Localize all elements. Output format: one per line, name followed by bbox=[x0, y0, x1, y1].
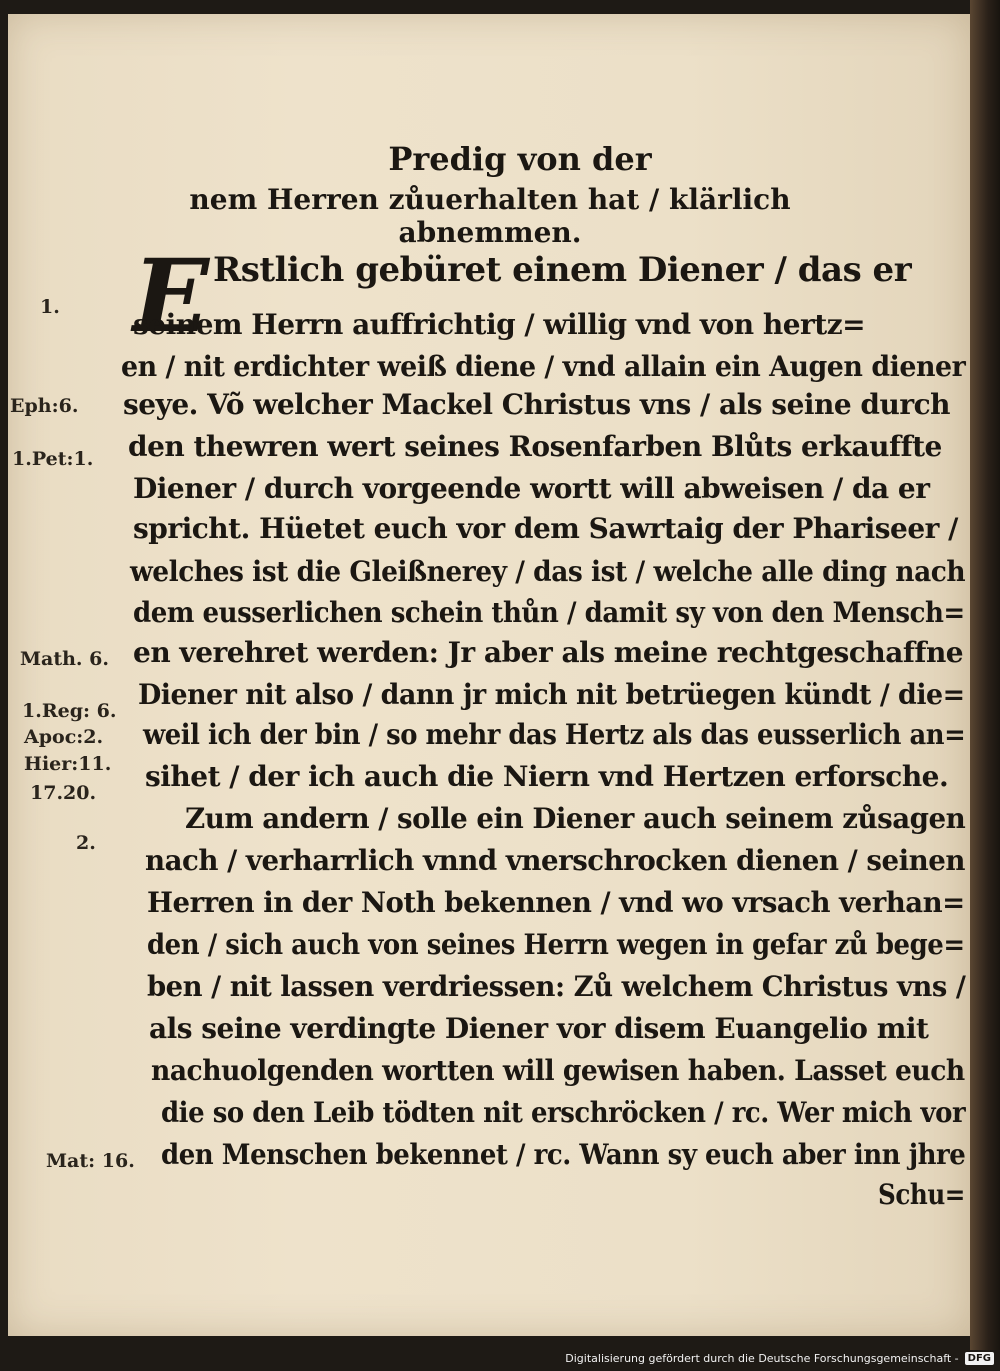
credit-text: Digitalisierung gefördert durch die Deutsche Forschungsgemeinschaft - bbox=[565, 1352, 959, 1365]
body-line: en / nit erdichter weiß diene / vnd allain ein Augen diener bbox=[121, 350, 966, 383]
heading-line-1: Predig von der bbox=[388, 140, 652, 178]
body-line: weil ich der bin / so mehr das Hertz als das eusserlich an= bbox=[143, 718, 966, 751]
body-line: ben / nit lassen verdriessen: Zů welchem Christus vns / bbox=[147, 970, 966, 1003]
margin-note: 17.20. bbox=[30, 782, 97, 804]
body-line: nachuolgenden wortten will gewisen haben. Lasset euch bbox=[151, 1054, 965, 1087]
body-line: welches ist die Gleißnerey / das ist / welche alle ding nach bbox=[130, 555, 966, 588]
body-line: Rstlich gebüret einem Diener / das er bbox=[213, 250, 912, 290]
body-line: Diener nit also / dann jr mich nit betrüegen kündt / die= bbox=[138, 678, 965, 711]
margin-note: Apoc:2. bbox=[24, 726, 104, 748]
body-line: seye. Võ welcher Mackel Christus vns / als seine durch bbox=[123, 388, 951, 421]
body-line: die so den Leib tödten nit erschröcken / rc. Wer mich vor bbox=[161, 1096, 966, 1129]
page-edge bbox=[970, 0, 1000, 1350]
body-line: sihet / der ich auch die Niern vnd Hertzen erforsche. bbox=[145, 760, 949, 793]
body-line: Schu= bbox=[878, 1178, 965, 1211]
body-line: nach / verharrlich vnnd vnerschrocken dienen / seinen bbox=[145, 844, 965, 877]
body-line: dem eusserlichen schein thůn / damit sy von den Mensch= bbox=[133, 596, 965, 629]
margin-note: 1.Reg: 6. bbox=[22, 700, 117, 722]
body-line: Zum andern / solle ein Diener auch seinem zůsagen bbox=[185, 802, 966, 835]
margin-note: Eph:6. bbox=[10, 395, 79, 417]
decorated-initial: E bbox=[132, 237, 210, 355]
margin-note: 1.Pet:1. bbox=[12, 448, 94, 470]
body-line: den thewren wert seines Rosenfarben Blůts erkauffte bbox=[128, 430, 942, 463]
body-line: als seine verdingte Diener vor disem Euangelio mit bbox=[149, 1012, 929, 1045]
margin-note: Math. 6. bbox=[20, 648, 109, 670]
body-line: seinem Herrn auffrichtig / willig vnd von hertz= bbox=[133, 308, 866, 341]
margin-note: Hier:11. bbox=[24, 753, 112, 775]
body-line: spricht. Hüetet euch vor dem Sawrtaig der Phariseer / bbox=[133, 512, 958, 545]
margin-note: Mat: 16. bbox=[46, 1150, 135, 1172]
body-line: den / sich auch von seines Herrn wegen in gefar zů bege= bbox=[147, 928, 965, 961]
margin-note: 1. bbox=[40, 296, 60, 318]
margin-note: 2. bbox=[76, 832, 96, 854]
heading-line-2: nem Herren zůuerhalten hat / klärlich abnemmen. bbox=[189, 183, 791, 249]
body-line: Herren in der Noth bekennen / vnd wo vrsach verhan= bbox=[147, 886, 965, 919]
body-line: den Menschen bekennet / rc. Wann sy euch aber inn jhre bbox=[161, 1138, 966, 1171]
digitization-credit bbox=[565, 1352, 994, 1365]
dfg-logo: DFG bbox=[965, 1352, 994, 1365]
body-line: en verehret werden: Jr aber als meine rechtgeschaffne bbox=[133, 636, 964, 669]
body-line: Diener / durch vorgeende wortt will abweisen / da er bbox=[133, 472, 930, 505]
